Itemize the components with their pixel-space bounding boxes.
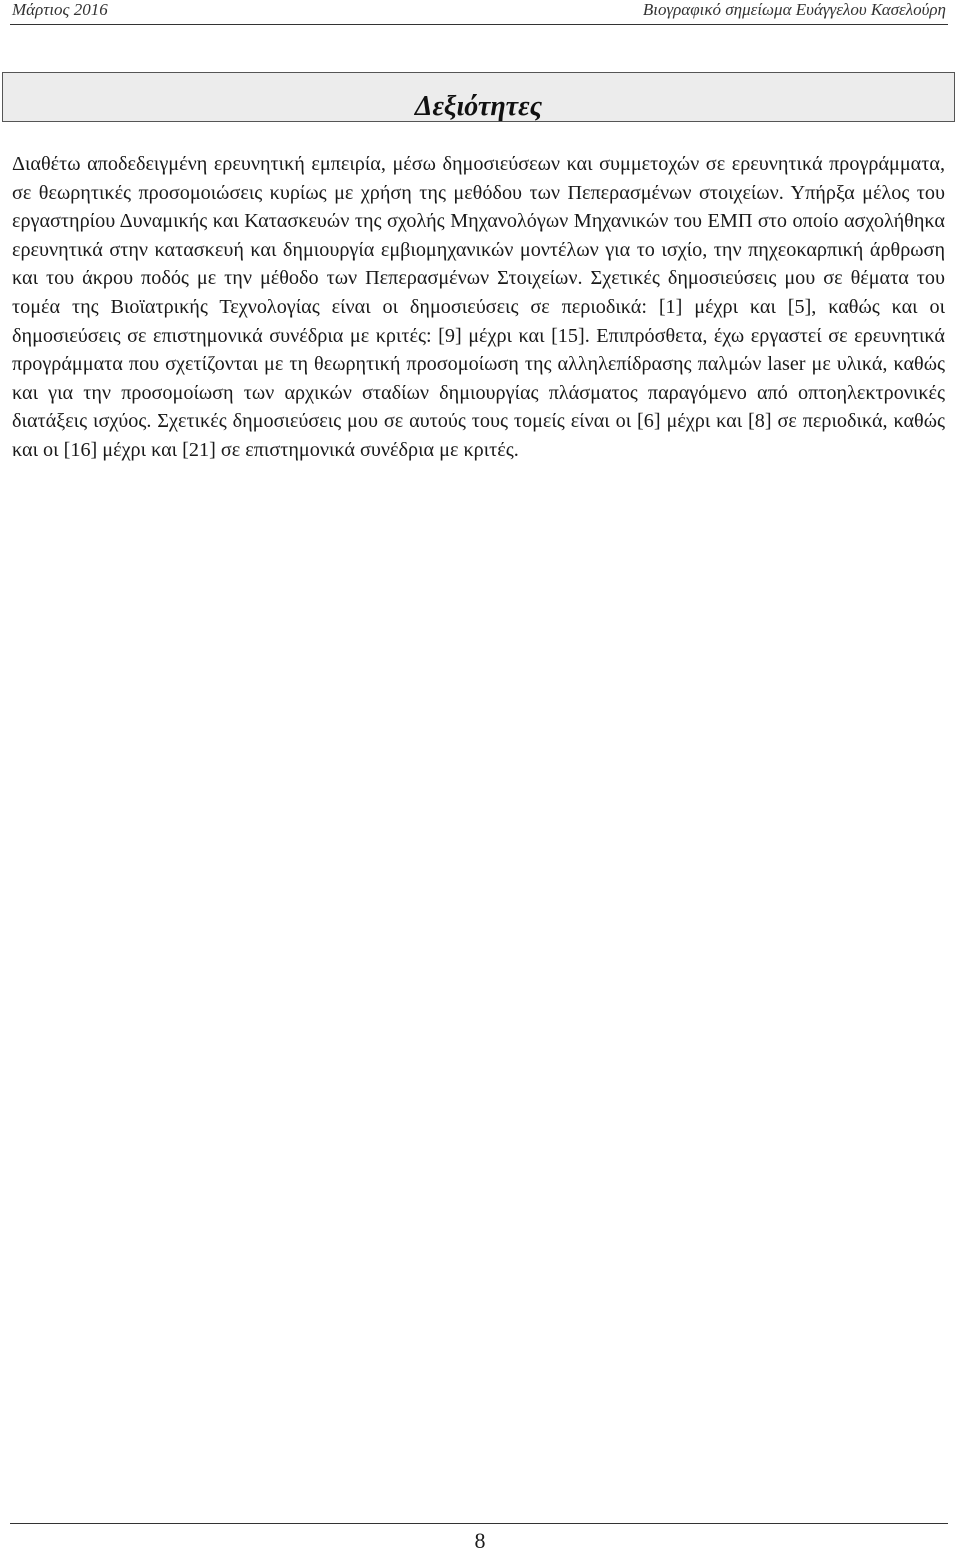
header-date: Μάρτιος 2016 (12, 0, 108, 19)
header-divider (10, 24, 948, 25)
section-heading-box (2, 72, 955, 122)
page-header (12, 0, 946, 22)
section-title: Δεξιότητες (414, 91, 543, 122)
header-document-title: Βιογραφικό σημείωμα Ευάγγελου Κασελούρη (642, 0, 946, 19)
skills-body (12, 150, 945, 465)
page-number: 8 (474, 1528, 486, 1553)
skills-paragraph: Διαθέτω αποδεδειγμένη ερευνητική εμπειρία, μέσω δημοσιεύσεων και συμμετοχών σε ερευνητικά προγράμματα, σε θεωρητικές προσομοιώσεις κυρίως με χρήση της μεθόδου των Πεπερασμένων στοιχείων. Υπήρξα μέλος του εργαστηρίου Δυναμικής και Κατασκευών της σχολής Μηχανολόγων Μηχανικών του ΕΜΠ στο οποίο ασχολήθηκα ερευνητικά στην κατασκευή και δημιουργία εμβιομηχανικών μοντέλων για το ισχίο, την πηχεοκαρπική άρθρωση και του άκρου ποδός με την μέθοδο των Πεπερασμένων Στοιχείων. Σχετικές δημοσιεύσεις μου σε θέματα του τομέα της Βιοϊατρικής Τεχνολογίας είναι οι δημοσιεύσεις σε περιοδικά: [1] μέχρι και [5], καθώς και οι δημοσιεύσεις σε επιστημονικά συνέδρια με κριτές: [9] μέχρι και [15]. Επιπρόσθετα, έχω εργαστεί σε ερευνητικά προγράμματα που σχετίζονται με τη θεωρητική προσομοίωση της αλληλεπίδρασης παλμών laser με υλικά, καθώς και για την προσομοίωση των αρχικών σταδίων δημιουργίας πλάσματος παραγόμενο από οπτοηλεκτρονικές διατάξεις ισχύος. Σχετικές δημοσιεύσεις μου σε αυτούς τους τομείς είναι οι [6] μέχρι και [8] σε περιοδικά, καθώς και οι [16] μέχρι και [21] σε επιστημονικά συνέδρια με κριτές. (12, 153, 945, 461)
footer-divider (10, 1523, 948, 1524)
